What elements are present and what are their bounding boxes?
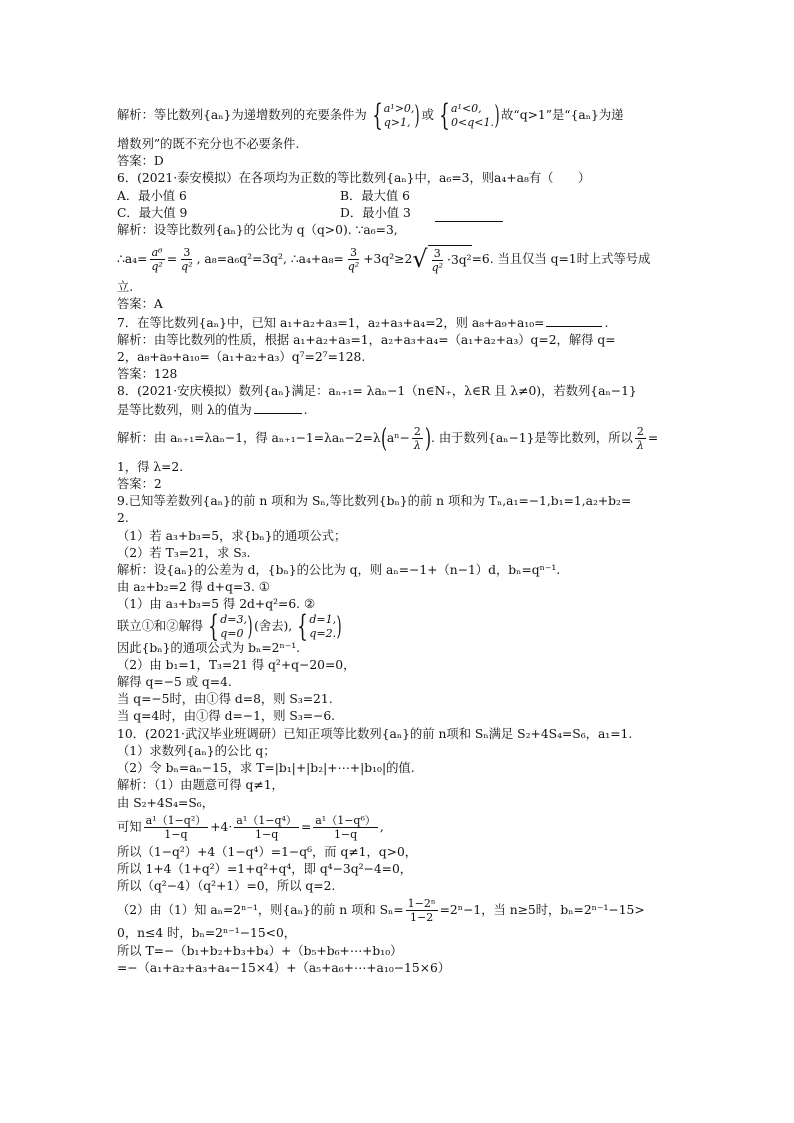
answer-blank — [546, 314, 602, 327]
q10-part1: （1）求数列{aₙ}的公比 q； — [117, 743, 276, 758]
text: 故“q>1”是“{aₙ}为递 — [501, 108, 624, 123]
q10-part2: （2）令 bₙ=aₙ−15，求 T=|b₁|+|b₂|+⋯+|b₁₀|的值. — [117, 761, 415, 776]
q9-stem-line2: 2. — [117, 511, 129, 526]
q8-stem-line1: 8．(2021·安庆模拟）数列{aₙ}满足：aₙ₊₁= λaₙ−1（n∈N₊，λ∈R 且 λ≠0)，若数列{aₙ−1} — [117, 384, 637, 399]
q7-stem — [117, 314, 677, 332]
q9-analysis-line8: 当 q=−5时，由①得 d=8，则 S₃=21. — [117, 692, 333, 707]
q9-analysis-line2: 由 a₂+b₂=2 得 d+q=3. ① — [117, 580, 270, 595]
q7-answer: 答案：128 — [117, 367, 178, 382]
q9-analysis-line9: 当 q=4时，由①得 d=−1，则 S₃=−6. — [117, 709, 336, 724]
q10-analysis-line9: 所以 T=−（b₁+b₂+b₃+b₄）+（b₅+b₆+⋯+b₁₀） — [117, 943, 403, 958]
fraction: $\frac{2}{\lambda}$ — [413, 425, 421, 453]
q9-analysis-line7: 解得 q=−5 或 q=4. — [117, 675, 232, 690]
option-b: B．最大值 6 — [340, 188, 410, 203]
q10-analysis-line8: 0，n≤4 时，bₙ=2ⁿ⁻¹−15<0， — [117, 926, 297, 941]
q8-answer: 答案：2 — [117, 477, 162, 492]
q7-analysis-line2: 2，a₈+a₉+a₁₀=（a₁+a₂+a₃）q⁷=2⁷=128. — [117, 350, 366, 365]
fraction: $\frac{3}{\text{q²}}$ — [347, 245, 360, 273]
fraction: $\frac{\text{a¹（1−q²）}}{1-q}$ — [145, 814, 207, 842]
text: （2）由（1）知 aₙ=2ⁿ⁻¹，则{aₙ}的前 n 项和 Sₙ= — [117, 902, 404, 917]
q10-analysis-line4: 所以（1−q²）+4（1−q⁴）=1−q⁶，而 q≠1，q>0， — [117, 844, 418, 859]
q10-analysis-line2: 由 S₂+4S₄=S₆， — [117, 795, 214, 810]
fraction: $\frac{\text{1−2ⁿ}}{1-2}$ — [407, 896, 436, 924]
fraction: $\frac{2}{\lambda}$ — [636, 425, 644, 453]
text: a¹>0, — [383, 102, 415, 115]
q10-analysis-line1: 解析：（1）由题意可得 q≠1， — [117, 778, 284, 793]
q10-analysis-line3 — [117, 812, 677, 844]
solution-system-1: { d=3, q=0 ) — [208, 608, 253, 644]
sqrt: √ $\frac{3}{\text{q²}}$ ·3q² — [412, 245, 472, 274]
text: 解析：由 aₙ₊₁=λaₙ−1，得 aₙ₊₁−1=λaₙ−2=λ — [117, 431, 381, 446]
text: , — [379, 820, 384, 835]
document-page — [117, 96, 677, 977]
text: q=0 — [220, 626, 244, 640]
text: , a₈=a₆q²=3q², ∴a₄+a₈= — [196, 251, 344, 266]
q6-stem: 6．(2021·泰安模拟）在各项均为正数的等比数列{aₙ}中，a₆=3，则a₄+a₈有（ ） — [117, 171, 591, 186]
text: . — [303, 402, 308, 417]
q6-options-row2 — [117, 205, 677, 222]
q9-analysis-line1: 解析：设{aₙ}的公差为 d，{bₙ}的公比为 q，则 aₙ=−1+（n−1）d，bₙ=qⁿ⁻¹. — [117, 563, 561, 578]
text: = — [647, 431, 659, 446]
q9-analysis-line6: （2）由 b₁=1，T₃=21 得 q²+q−20=0， — [117, 657, 356, 672]
text: 0<q<1. — [451, 116, 494, 129]
fraction: $\frac{\text{a¹（1−q⁶）}}{1-q}$ — [315, 814, 376, 842]
text: 联立①和②解得 — [117, 619, 204, 634]
q10-analysis-line10: =−（a₁+a₂+a₃+a₄−15×4）+（a₅+a₆+⋯+a₁₀−15×6） — [117, 960, 451, 975]
text: +3q²≥2 — [363, 251, 413, 266]
text: d=1, — [309, 612, 337, 626]
q7-analysis-line1: 解析：由等比数列的性质，根据 a₁+a₂+a₃=1，a₂+a₃+a₄=（a₁+a₂+a₃）q=2，解得 q= — [117, 332, 616, 347]
solution-system-2: { d=1, q=2. ) — [297, 608, 342, 644]
p5-answer: 答案：D — [117, 154, 164, 169]
option-a: A．最小值 6 — [117, 188, 187, 203]
q6-analysis-line1 — [117, 222, 677, 239]
q6-analysis-line2 — [117, 239, 677, 279]
q9-analysis-line5: 因此{bₙ}的通项公式为 bₙ=2ⁿ⁻¹. — [117, 640, 301, 655]
q9-part2: （2）若 T₃=21，求 S₃. — [117, 545, 251, 560]
text: . — [604, 315, 609, 330]
fraction: $\frac{\text{a¹（1−q⁴）}}{1-q}$ — [236, 814, 297, 842]
q6-answer: 答案：A — [117, 297, 163, 312]
option-d: D．最小值 3 — [340, 205, 411, 220]
q9-analysis-line4 — [117, 608, 677, 644]
fraction: $\frac{\text{a⁶}}{\text{q²}}$ — [151, 245, 163, 273]
text: +4· — [210, 820, 233, 835]
q10-analysis-line6: 所以（q²−4）（q²+1）=0，所以 q=2. — [117, 879, 336, 894]
q10-analysis-line7 — [117, 895, 677, 925]
text: 可知 — [117, 820, 142, 835]
text: = — [300, 820, 312, 835]
answer-blank — [254, 401, 302, 414]
text: q=2. — [309, 626, 337, 640]
condition-system-1: { a¹>0, q>1, ) — [371, 98, 421, 133]
q10-analysis-line5: 所以 1+4（1+q²）=1+q²+q⁴，即 q⁴−3q²−4=0， — [117, 861, 413, 876]
text: = — [166, 251, 178, 266]
q9-analysis-line3: （1）由 a₃+b₃=5 得 2d+q²=6. ② — [117, 597, 315, 612]
p5-analysis-line1 — [117, 96, 677, 136]
text: aⁿ− — [386, 431, 410, 446]
q9-stem-line1: 9.已知等差数列{aₙ}的前 n 项和为 Sₙ,等比数列{bₙ}的前 n 项和为 Tₙ,a₁=−1,b₁=1,a₂+b₂= — [117, 494, 632, 509]
text: . 由于数列{aₙ−1}是等比数列，所以 — [431, 431, 633, 446]
q10-stem: 10．(2021·武汉毕业班调研）已知正项等比数列{aₙ}的前 n项和 Sₙ满足 S₂+4S₄=S₆，a₁=1. — [117, 726, 633, 741]
text: d=3, — [220, 612, 247, 626]
p5-analysis-line2: 增数列”的既不充分也不必要条件. — [117, 137, 300, 151]
text: (舍去), — [254, 619, 293, 634]
text: =2ⁿ−1，当 n≥5时，bₙ=2ⁿ⁻¹−15> — [439, 902, 645, 917]
text: a¹<0, — [451, 102, 482, 115]
text: 解析：设等比数列{aₙ}的公比为 q（q>0). ∵a₆=3, — [117, 223, 398, 238]
condition-system-2: { a¹<0, 0<q<1. ) — [439, 98, 500, 133]
q8-stem-line2 — [117, 401, 677, 419]
text: 或 — [421, 108, 434, 123]
q6-options-row1 — [117, 188, 677, 205]
text: 是等比数列，则 λ的值为 — [117, 402, 252, 417]
q8-analysis-line2: 1，得 λ=2. — [117, 459, 184, 474]
fraction: $\frac{3}{\text{q²}}$ — [181, 245, 193, 273]
text: q>1, — [383, 116, 411, 129]
text: 解析：等比数列{aₙ}为递增数列的充要条件为 — [117, 108, 367, 123]
text: ∴a₄= — [117, 251, 148, 266]
q8-analysis-line1: 解析：由 aₙ₊₁=λaₙ−1，得 aₙ₊₁−1=λaₙ−2=λ ( aⁿ− $\frac{2}{\lambda}$ ) . 由于数列{aₙ−1}是等比数列，所以 $\frac{2}{\lambda}$ = — [117, 423, 659, 454]
option-c: C．最大值 9 — [117, 205, 188, 220]
q6-analysis-line3: 立. — [117, 280, 134, 295]
q9-part1: （1）若 a₃+b₃=5，求{bₙ}的通项公式； — [117, 528, 347, 543]
text: 7．在等比数列{aₙ}中，已知 a₁+a₂+a₃=1，a₂+a₃+a₄=2，则 a₈+a₉+a₁₀= — [117, 315, 545, 330]
text: =6. 当且仅当 q=1时上式等号成 — [471, 251, 651, 266]
